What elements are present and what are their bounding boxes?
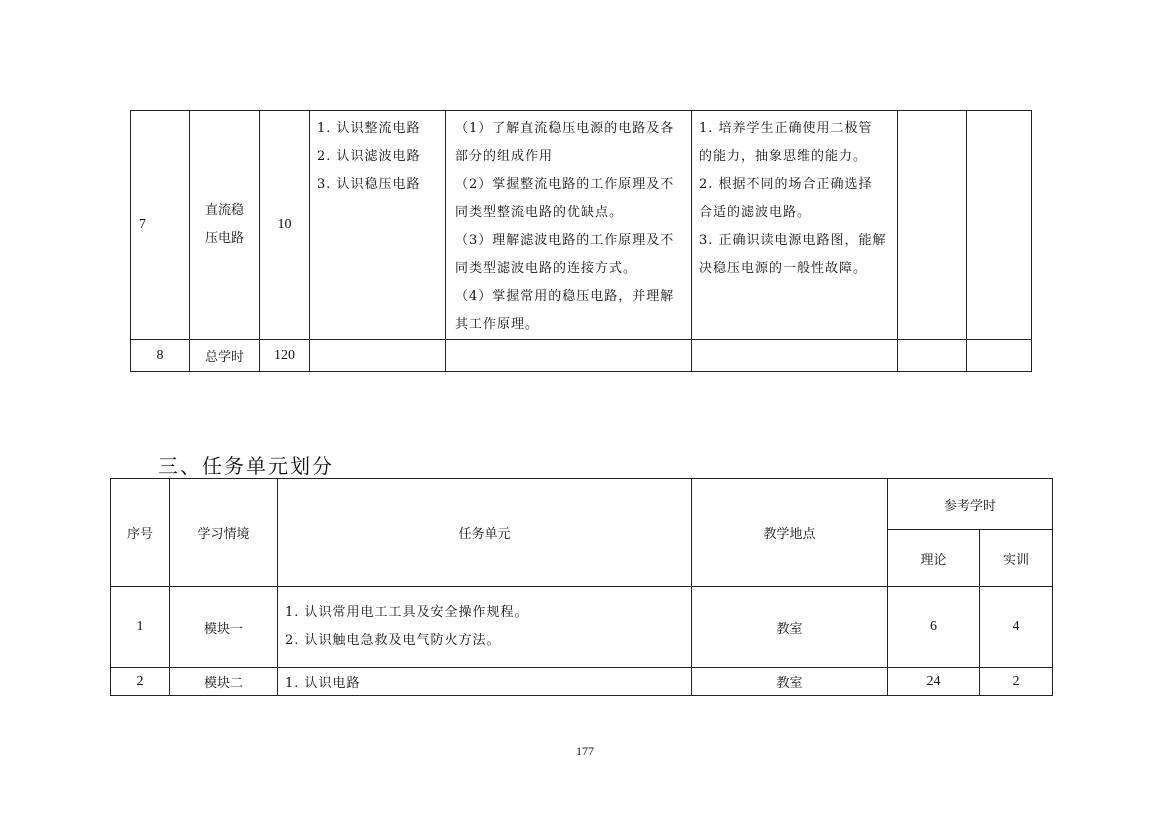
header-row (111, 479, 1053, 530)
content-line: 2. 认识滤波电路 (317, 149, 421, 164)
ability-line: 1. 培养学生正确使用二极管 (699, 121, 873, 136)
location-cell: 教室 (692, 668, 888, 696)
knowledge-line: 同类型整流电路的优缺点。 (455, 205, 624, 220)
table-row (131, 111, 1032, 340)
knowledge-line: 部分的组成作用 (455, 149, 554, 164)
table-row (111, 668, 1053, 696)
knowledge-cell (446, 111, 692, 340)
ability-line: 的能力，抽象思维的能力。 (699, 149, 868, 164)
ability-line: 2. 根据不同的场合正确选择 (699, 177, 873, 192)
page-number: 177 (576, 744, 594, 758)
module-name (190, 111, 260, 340)
ability-line: 合适的滤波电路。 (699, 205, 812, 220)
content-line: 3. 认识稳压电路 (317, 177, 421, 192)
empty-cell (692, 340, 898, 372)
total-hours-label: 总学时 (190, 340, 260, 372)
hours-cell: 10 (260, 111, 310, 340)
knowledge-line: （1）了解直流稳压电源的电路及各 (455, 121, 675, 136)
module-name-line: 直流稳 (204, 203, 244, 218)
knowledge-line: 同类型滤波电路的连接方式。 (455, 261, 638, 276)
situation-cell: 模块二 (170, 668, 278, 696)
empty-cell (898, 111, 967, 340)
course-content-table (130, 110, 1032, 372)
knowledge-line: （2）掌握整流电路的工作原理及不 (455, 177, 675, 192)
knowledge-line: （3）理解滤波电路的工作原理及不 (455, 233, 675, 248)
row-number: 8 (131, 340, 190, 372)
ability-line: 3. 正确识读电源电路图，能解 (699, 233, 887, 248)
section-heading: 三、任务单元划分 (158, 454, 334, 478)
knowledge-line: （4）掌握常用的稳压电路，并理解 (455, 289, 675, 304)
empty-cell (898, 340, 967, 372)
empty-cell (446, 340, 692, 372)
task-line: 1. 认识常用电工工具及安全操作规程。 (285, 605, 529, 620)
header-no: 序号 (111, 479, 170, 587)
table-row (111, 587, 1053, 668)
empty-cell (967, 111, 1032, 340)
header-ref-hours: 参考学时 (888, 479, 1053, 530)
header-task-unit: 任务单元 (278, 479, 692, 587)
task-line: 1. 认识电路 (285, 676, 361, 691)
theory-cell: 24 (888, 668, 980, 696)
task-cell (278, 587, 692, 668)
content-line: 1. 认识整流电路 (317, 121, 421, 136)
row-number: 7 (131, 111, 190, 340)
content-cell (310, 111, 446, 340)
total-hours-value: 120 (260, 340, 310, 372)
theory-cell: 6 (888, 587, 980, 668)
location-cell: 教室 (692, 587, 888, 668)
ability-cell (692, 111, 898, 340)
knowledge-line: 其工作原理。 (455, 317, 540, 332)
header-location: 教学地点 (692, 479, 888, 587)
practice-cell: 4 (980, 587, 1053, 668)
header-situation: 学习情境 (170, 479, 278, 587)
row-number: 2 (111, 668, 170, 696)
task-unit-table (110, 478, 1053, 696)
task-line: 2. 认识触电急救及电气防火方法。 (285, 633, 501, 648)
header-theory: 理论 (888, 530, 980, 587)
module-name-line: 压电路 (204, 231, 244, 246)
table-row (131, 340, 1032, 372)
situation-cell: 模块一 (170, 587, 278, 668)
empty-cell (310, 340, 446, 372)
task-cell (278, 668, 692, 696)
header-practice: 实训 (980, 530, 1053, 587)
practice-cell: 2 (980, 668, 1053, 696)
empty-cell (967, 340, 1032, 372)
row-number: 1 (111, 587, 170, 668)
ability-line: 决稳压电源的一般性故障。 (699, 261, 868, 276)
